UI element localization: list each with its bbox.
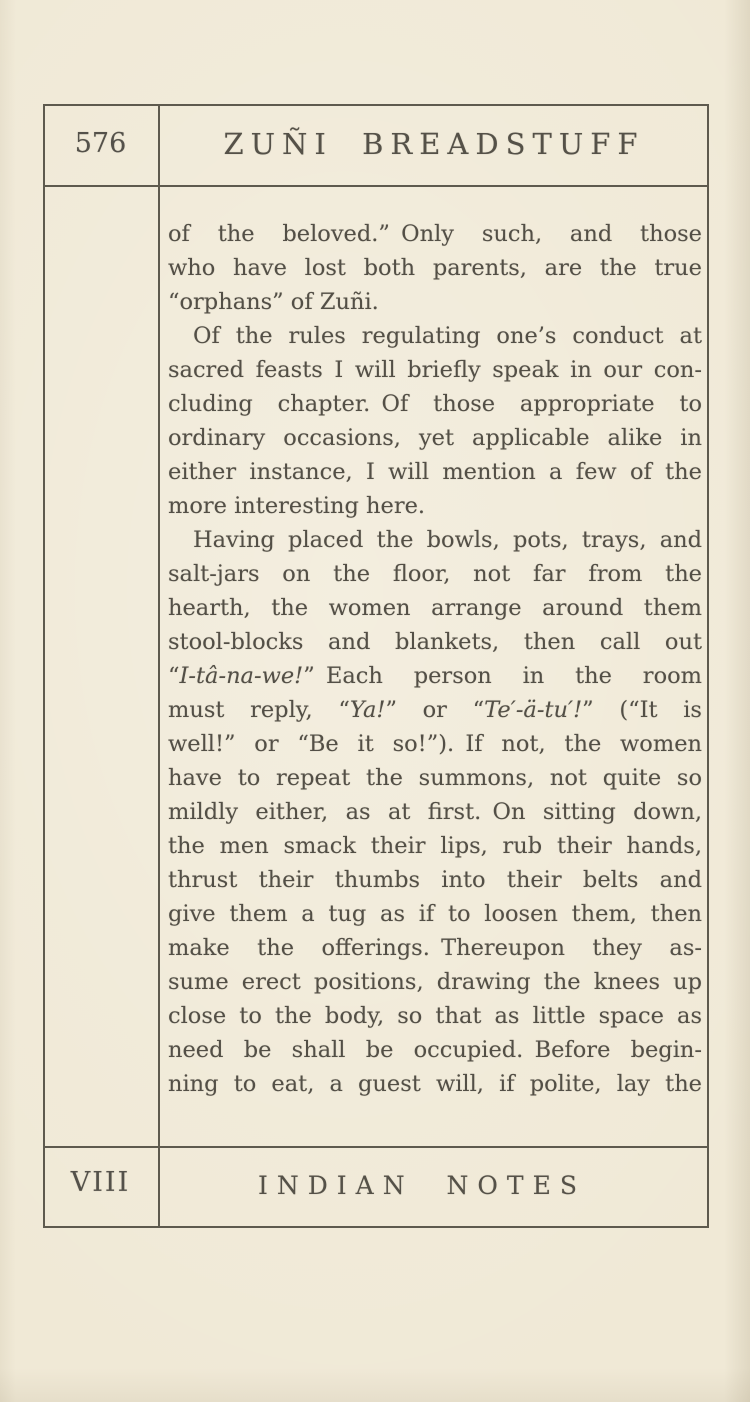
text-segment: “orphans” of Zuñi. xyxy=(168,289,379,315)
text-segment: more interesting here. xyxy=(168,493,426,519)
body-line xyxy=(168,965,702,999)
body-line xyxy=(168,251,702,285)
body-line xyxy=(168,727,702,761)
page-number: 576 xyxy=(74,128,127,159)
text-segment: sacred feasts I will briefly speak in our con- xyxy=(168,357,702,383)
body-line xyxy=(168,387,702,421)
text-segment: ” (“It is xyxy=(582,697,702,723)
body-line xyxy=(168,1033,702,1067)
body-line xyxy=(168,693,702,727)
body-line xyxy=(168,625,702,659)
body-line xyxy=(168,863,702,897)
book-title: ZUÑI BREADSTUFF xyxy=(223,127,645,161)
text-segment: cluding chapter. Of those appropriate to xyxy=(168,391,702,417)
text-segment: ning to eat, a guest will, if polite, lay the xyxy=(168,1071,702,1097)
body-line xyxy=(168,795,702,829)
body-line xyxy=(168,999,702,1033)
text-segment: sume erect positions, drawing the knees up xyxy=(168,969,702,995)
body-line xyxy=(168,557,702,591)
text-segment: must reply, “ xyxy=(168,697,350,723)
text-segment: either instance, I will mention a few of the xyxy=(168,459,702,485)
body-line xyxy=(168,353,702,387)
text-segment: Having placed the bowls, pots, trays, and xyxy=(193,527,702,553)
text-segment: well!” or “Be it so!”). If not, the women xyxy=(168,731,702,757)
text-segment: “ xyxy=(168,663,180,689)
body-line xyxy=(168,217,702,251)
body-line xyxy=(168,421,702,455)
body-line xyxy=(168,1067,702,1101)
text-segment: ” or “ xyxy=(385,697,485,723)
text-segment: salt-jars on the floor, not far from the xyxy=(168,561,702,587)
italic-text: Te′-ä-tu′! xyxy=(484,697,583,723)
paragraph xyxy=(168,523,702,1101)
text-segment: ” Each person in the room xyxy=(303,663,702,689)
body-line xyxy=(168,761,702,795)
body-line xyxy=(168,455,702,489)
body-line xyxy=(168,659,702,693)
body-line xyxy=(168,523,702,557)
text-segment: who have lost both parents, are the true xyxy=(168,255,702,281)
text-segment: hearth, the women arrange around them xyxy=(168,595,702,621)
body-text xyxy=(160,187,708,1101)
text-segment: mildly either, as at first. On sitting down, xyxy=(168,799,702,825)
body-line xyxy=(168,931,702,965)
running-footer-title: INDIAN NOTES xyxy=(258,1171,586,1200)
paragraph xyxy=(168,319,702,523)
text-segment: Of the rules regulating one’s conduct at xyxy=(193,323,702,349)
text-segment: need be shall be occupied. Before begin- xyxy=(168,1037,702,1063)
body-line xyxy=(168,897,702,931)
text-segment: the men smack their lips, rub their hands, xyxy=(168,833,702,859)
italic-text: I-tâ-na-we! xyxy=(179,663,304,689)
text-segment: close to the body, so that as little space as xyxy=(168,1003,702,1029)
footer-separator-rule xyxy=(43,1146,709,1148)
body-line xyxy=(168,829,702,863)
text-segment: of the beloved.” Only such, and those xyxy=(168,221,702,247)
text-segment: thrust their thumbs into their belts and xyxy=(168,867,702,893)
italic-text: Ya! xyxy=(349,697,386,723)
paragraph xyxy=(168,217,702,319)
body-line xyxy=(168,285,702,319)
text-segment: give them a tug as if to loosen them, then xyxy=(168,901,702,927)
text-segment: ordinary occasions, yet applicable alike in xyxy=(168,425,702,451)
text-segment: make the offerings. Thereupon they as- xyxy=(168,935,702,961)
text-segment: stool-blocks and blankets, then call out xyxy=(168,629,702,655)
body-line xyxy=(168,489,702,523)
volume-number: VIII xyxy=(70,1167,131,1198)
body-line xyxy=(168,591,702,625)
text-segment: have to repeat the summons, not quite so xyxy=(168,765,702,791)
body-line xyxy=(168,319,702,353)
